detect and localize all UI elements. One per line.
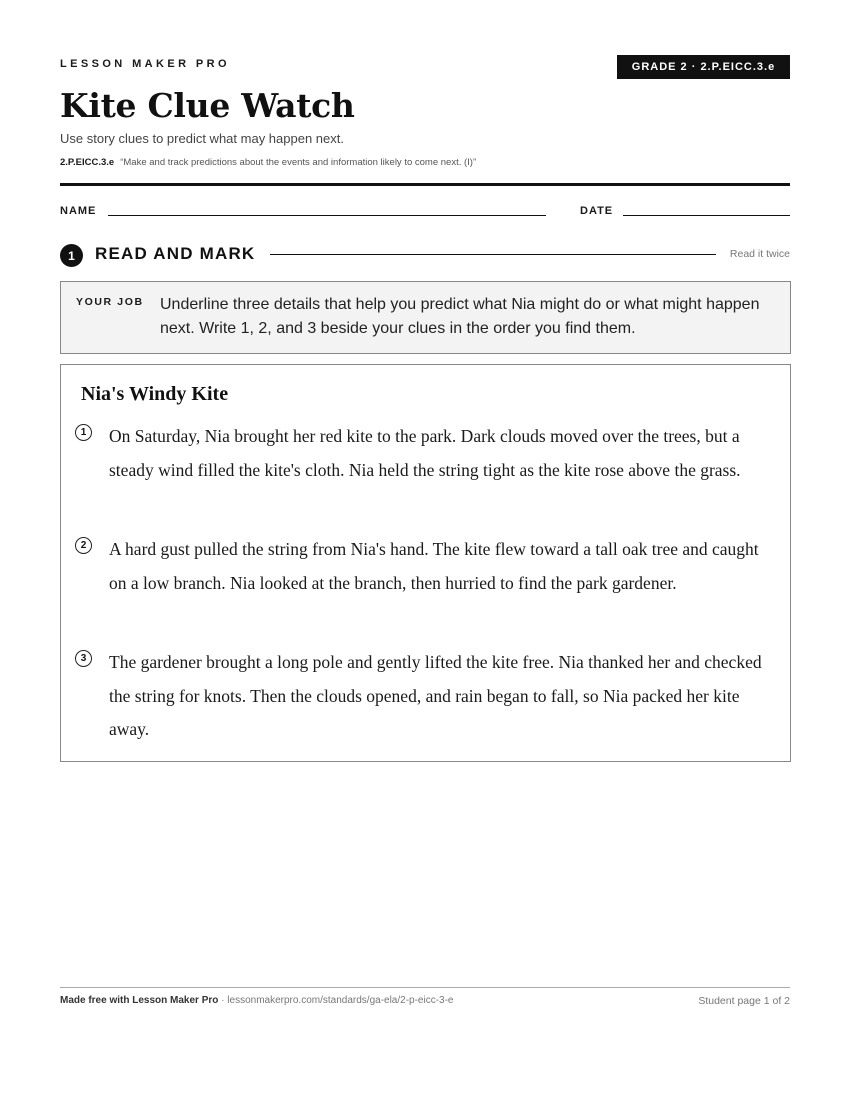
standard-code: 2.P.EICC.3.e (60, 157, 115, 168)
footer-separator: · (218, 995, 228, 1006)
name-label: NAME (60, 205, 97, 217)
footer-divider (60, 987, 790, 988)
worksheet-subtitle: Use story clues to predict what may happen next. (60, 131, 344, 146)
paragraph-number-icon: 1 (75, 424, 92, 441)
grade-badge: GRADE 2 · 2.P.EICC.3.e (617, 55, 790, 79)
paragraph-text: A hard gust pulled the string from Nia's hand. The kite flew toward a tall oak tree and caught on a low branch. Nia looked at the branch, then hurried to find the park gardener. (109, 539, 759, 593)
standard-text: “Make and track predictions about the events and information likely to come next. (I)” (120, 157, 477, 168)
paragraph-number-icon: 3 (75, 650, 92, 667)
worksheet-title: Kite Clue Watch (60, 86, 355, 125)
footer-page-number: Student page 1 of 2 (698, 995, 790, 1007)
paragraph-number-icon: 2 (75, 537, 92, 554)
standard-line (60, 157, 476, 168)
step-number-badge: 1 (60, 244, 83, 267)
your-job-box (60, 281, 791, 354)
paragraph-text: The gardener brought a long pole and gently lifted the kite free. Nia thanked her and checked the string for knots. Then the clouds opened, and rain began to fall, so Nia packed her kite away. (109, 652, 762, 739)
your-job-text: Underline three details that help you predict what Nia might do or what might happen next. Write 1, 2, and 3 beside your clues in the order you find them. (160, 296, 760, 337)
section-note: Read it twice (729, 248, 790, 260)
your-job-label: YOUR JOB (76, 296, 144, 308)
header-divider (60, 183, 790, 186)
paragraph-text: On Saturday, Nia brought her red kite to the park. Dark clouds moved over the trees, but a steady wind filled the kite's cloth. Nia held the string tight as the kite rose above the grass. (109, 426, 741, 480)
section-title: READ AND MARK (95, 244, 256, 263)
brand-name: LESSON MAKER PRO (60, 58, 230, 70)
date-field-line[interactable] (623, 215, 790, 216)
footer-made-with: Made free with Lesson Maker Pro (60, 995, 219, 1006)
name-field-line[interactable] (108, 215, 546, 216)
footer-credit (60, 995, 454, 1006)
footer-url[interactable]: lessonmakerpro.com/standards/ga-ela/2-p-eicc-3-e (227, 995, 454, 1006)
story-title: Nia's Windy Kite (81, 383, 229, 405)
story-box (60, 364, 791, 762)
date-label: DATE (580, 205, 614, 217)
section-rule (270, 254, 716, 255)
section-header (60, 243, 790, 267)
